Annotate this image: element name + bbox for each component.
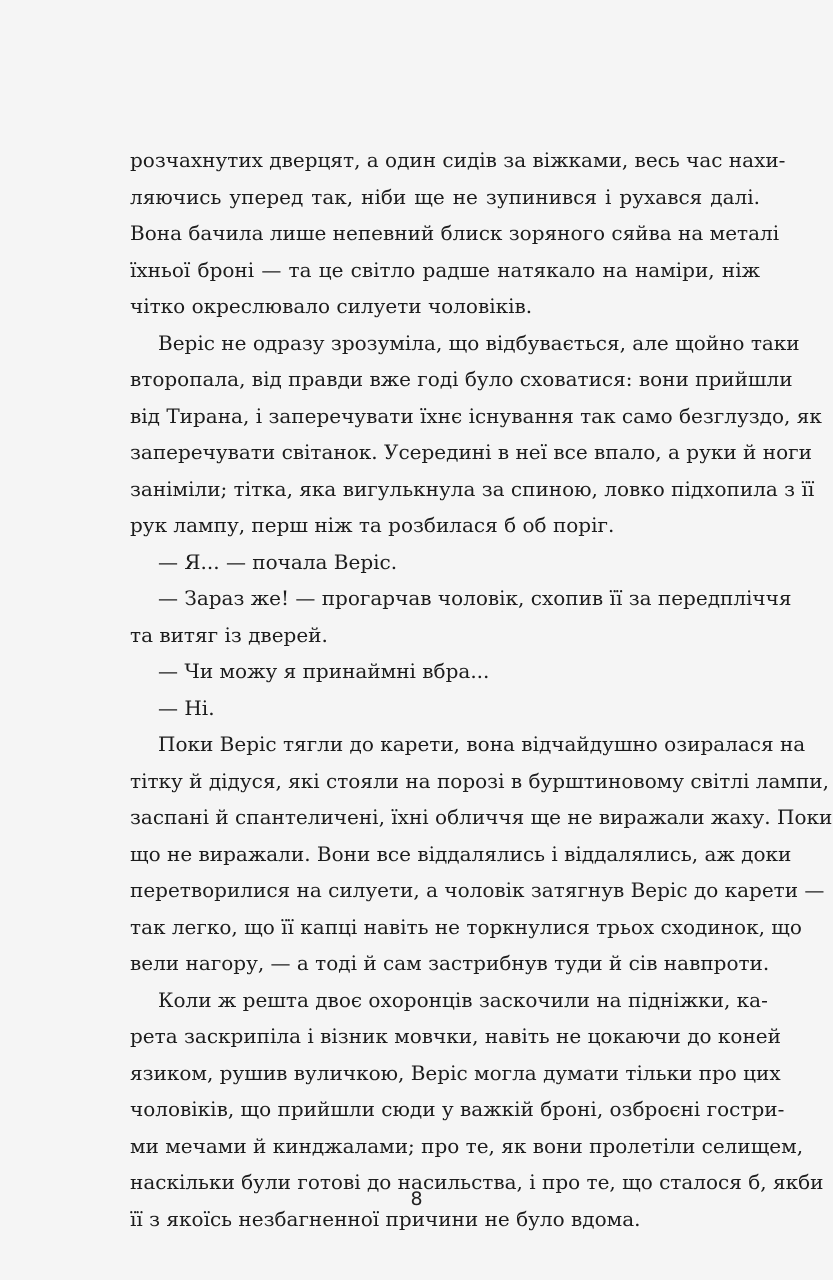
text-line: заспані й спантеличені, їхні обличчя ще не виражали жаху. Поки bbox=[130, 805, 833, 829]
text-line: Коли ж решта двоє охоронців заскочили на підніжки, ка- bbox=[158, 987, 768, 1012]
text-line: — Чи можу я принаймні вбра... bbox=[158, 659, 490, 683]
text-line: заніміли; тітка, яка вигулькнула за спиною, ловко підхопила з її bbox=[130, 476, 815, 501]
text-line: — Я... — почала Веріс. bbox=[158, 549, 398, 574]
text-line: їхньої броні — та це світло радше натякало на наміри, ніж bbox=[130, 257, 760, 282]
text-line: та витяг із дверей. bbox=[130, 622, 328, 647]
body-text bbox=[130, 142, 833, 1237]
text-line: рук лампу, перш ніж та розбилася б об поріг. bbox=[130, 513, 615, 537]
text-line: від Тирана, і заперечувати їхнє існування так само безглуздо, як bbox=[130, 403, 822, 428]
text-line: так легко, що її капці навіть не торкнулися трьох сходинок, що bbox=[130, 914, 802, 939]
text-line: второпала, від правди вже годі було сховатися: вони прийшли bbox=[130, 367, 793, 391]
text-line: — Ні. bbox=[158, 695, 215, 720]
text-line: наскільки були готові до насильства, і про те, що сталося б, якби bbox=[130, 1170, 824, 1194]
text-line: перетворилися на силуети, а чоловік затягнув Веріс до карети — bbox=[130, 878, 825, 902]
text-line: ляючись уперед так, ніби ще не зупинився і рухався далі. bbox=[130, 184, 760, 209]
text-line: що не виражали. Вони все віддалялись і віддалялись, аж доки bbox=[130, 841, 792, 866]
text-line: Веріс не одразу зрозуміла, що відбувається, але щойно таки bbox=[158, 330, 800, 355]
text-line: ми мечами й кинджалами; про те, як вони пролетіли селищем, bbox=[130, 1133, 804, 1158]
text-line: язиком, рушив вуличкою, Веріс могла думати тільки про цих bbox=[130, 1060, 781, 1085]
text-line: чітко окреслювало силуети чоловіків. bbox=[130, 294, 533, 318]
text-line: Вона бачила лише непевний блиск зоряного сяйва на металі bbox=[130, 221, 780, 245]
text-line: розчахнутих дверцят, а один сидів за віжками, весь час нахи- bbox=[130, 148, 786, 172]
page-number: 8 bbox=[410, 1188, 423, 1210]
text-line: Поки Веріс тягли до карети, вона відчайдушно озиралася на bbox=[158, 732, 806, 756]
text-line: — Зараз же! — прогарчав чоловік, схопив її за передпліччя bbox=[158, 586, 792, 610]
text-line: заперечувати світанок. Усередині в неї все впало, а руки й ноги bbox=[130, 440, 812, 464]
text-line: чоловіків, що прийшли сюди у важкій броні, озброєні гостри- bbox=[130, 1097, 785, 1121]
text-line: рета заскрипіла і візник мовчки, навіть не цокаючи до коней bbox=[130, 1024, 781, 1048]
text-line: тітку й дідуся, які стояли на порозі в бурштиновому світлі лампи, bbox=[130, 768, 829, 793]
text-line: її з якоїсь незбагненної причини не було вдома. bbox=[130, 1206, 641, 1231]
text-line: вели нагору, — а тоді й сам застрибнув туди й сів навпроти. bbox=[130, 951, 770, 975]
